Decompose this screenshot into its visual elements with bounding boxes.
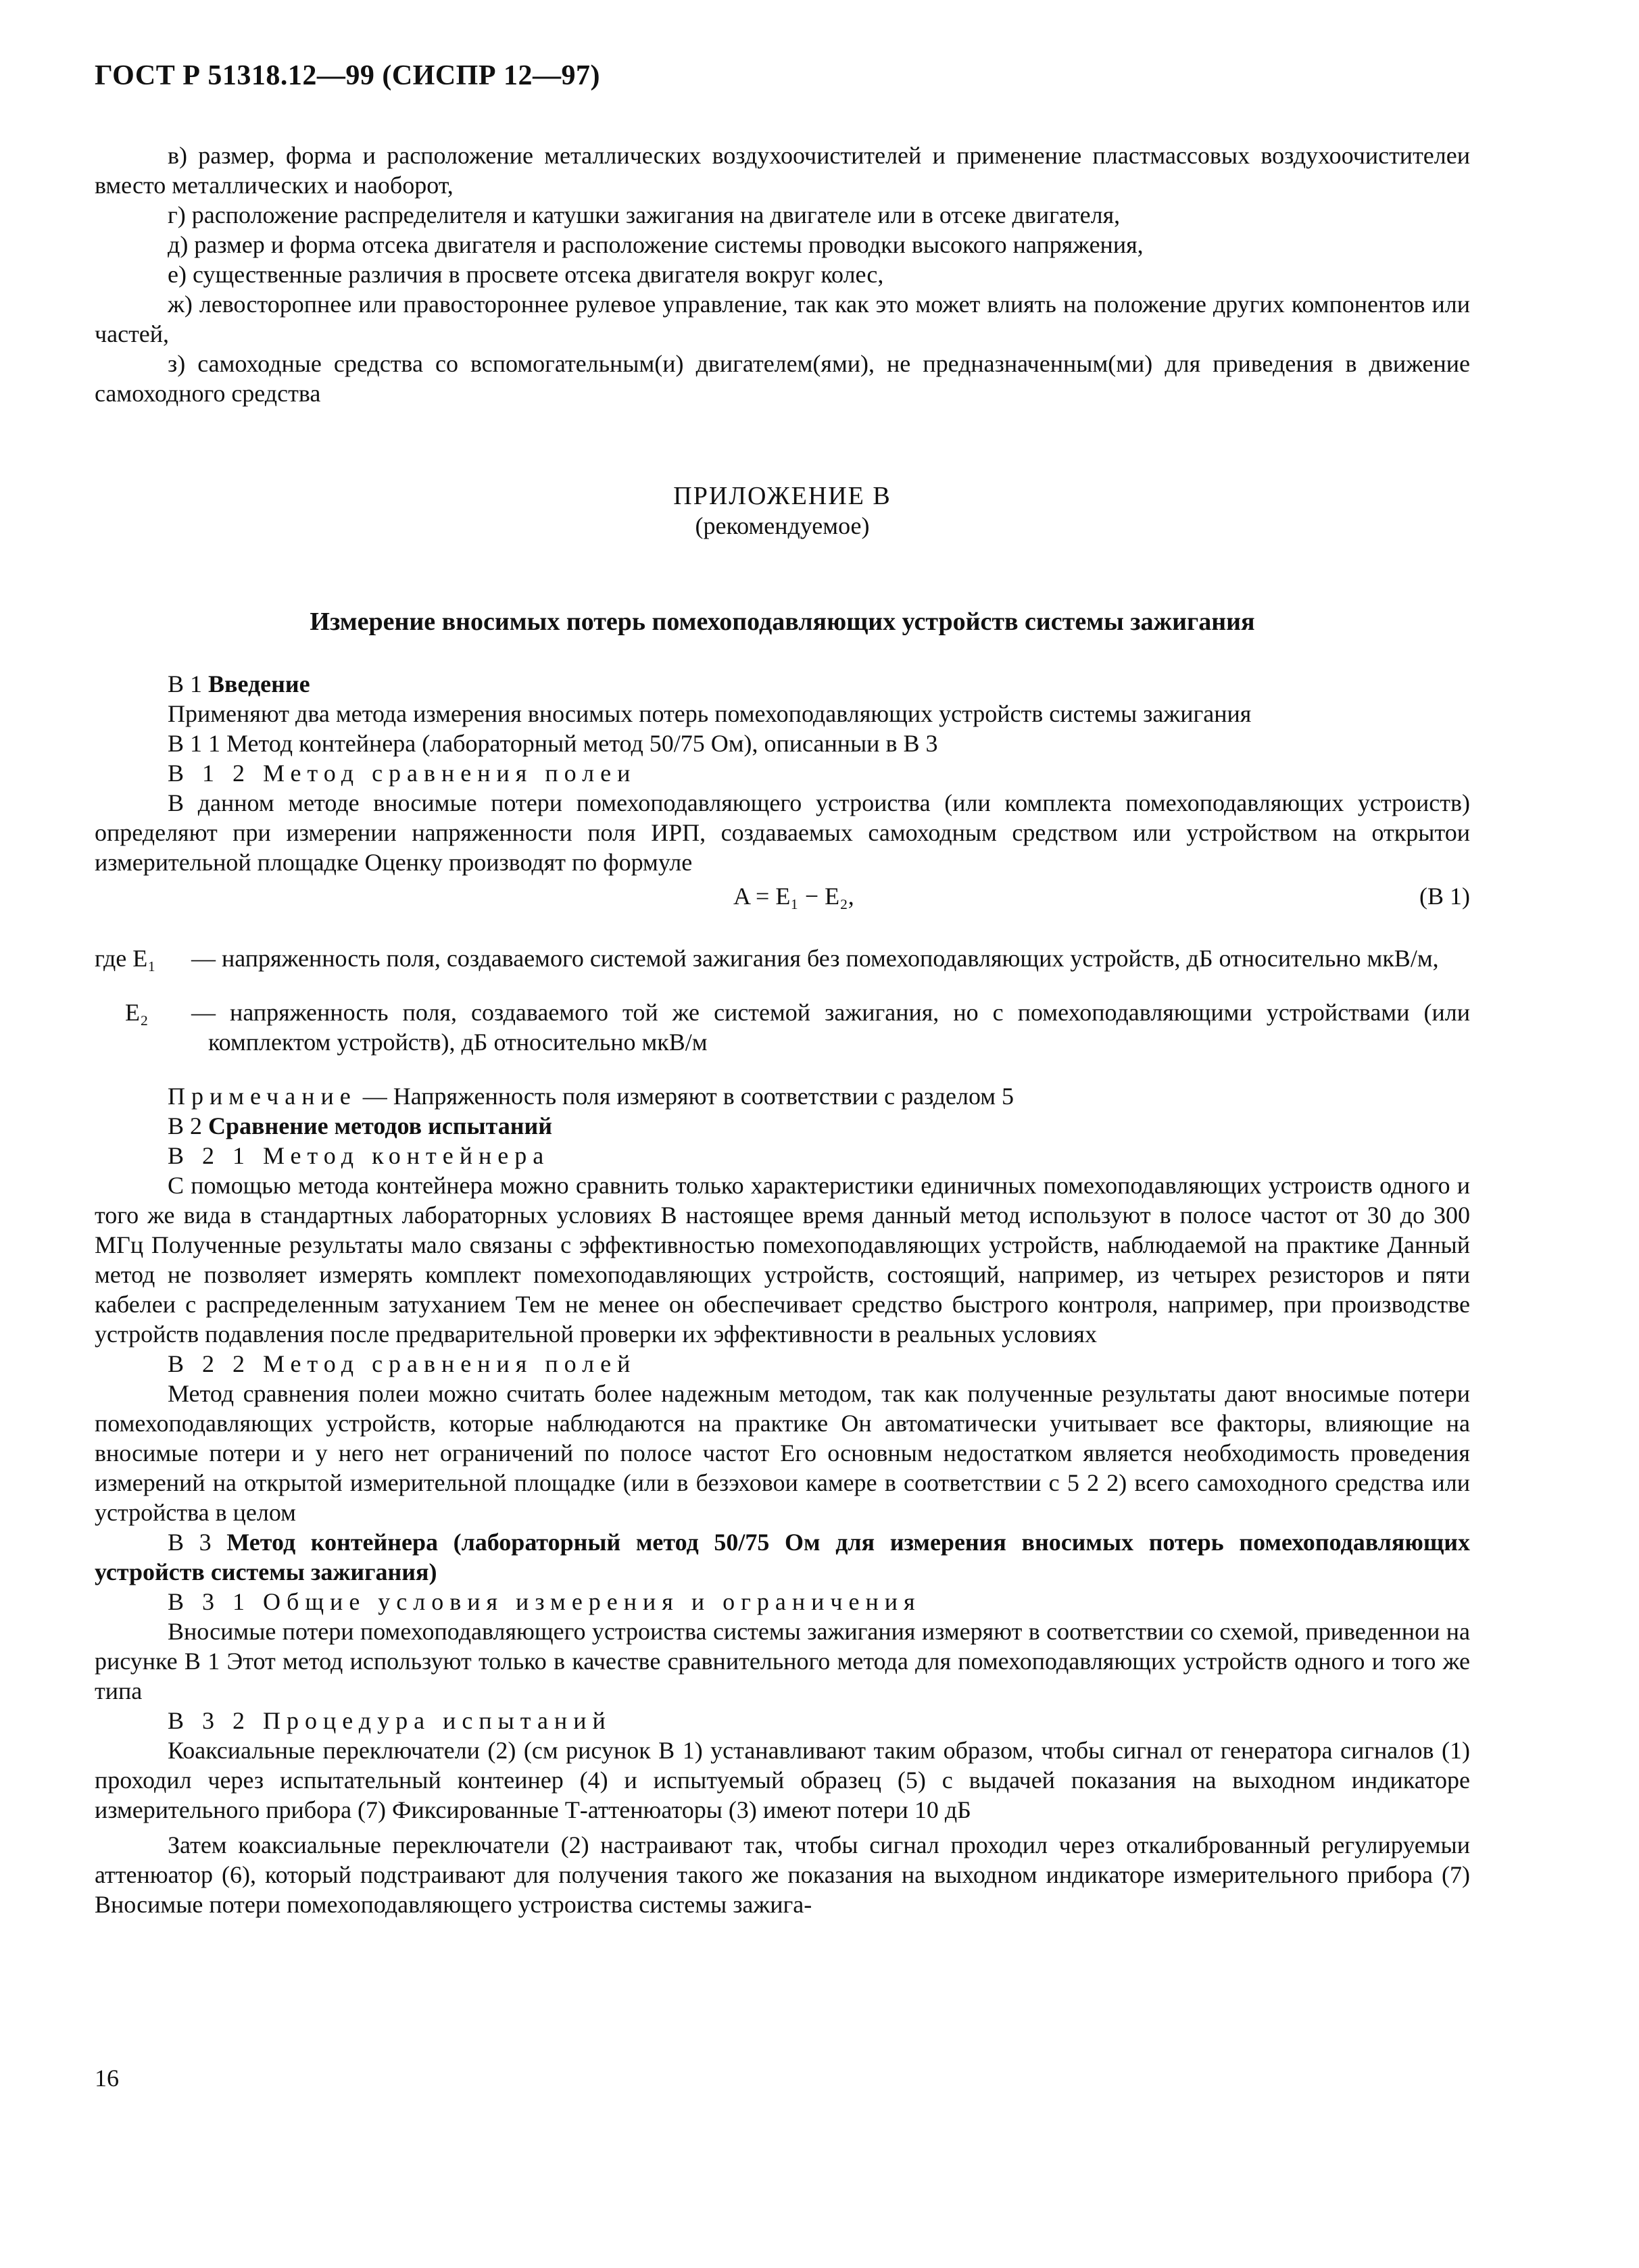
subsection-title: В 2 2 Метод сравнения полей	[168, 1350, 637, 1377]
section-title: Введение	[208, 670, 310, 697]
formula-expression: A = E₁ − E₂,	[733, 883, 854, 910]
definition-label: E₂	[125, 999, 149, 1026]
list-item: в) размер, форма и расположение металлических воздухоочистителей и применение пластмассовых воздухоочистителеи вместо металлических и наоборот,	[95, 142, 1470, 199]
section-number: В 2	[168, 1112, 203, 1139]
definition	[95, 997, 1470, 1057]
note-label: Примечание	[168, 1083, 357, 1110]
paragraph: Затем коаксиальные переключатели (2) настраивают так, чтобы сигнал проходил через откалиброванный регулируемыи аттенюатор (6), который подстраивают для получения такого же показания на выходном индикаторе измерительного прибора (7) Вносимые потери помехоподавляющего устроиства системы зажига-	[95, 1831, 1470, 1918]
paragraph: Вносимые потери помехоподавляющего устроиства системы зажигания измеряют в соответствии со схемой, приведеннои на рисунке В 1 Этот метод используют только в качестве сравнительного метода для помехоподавляющих устройств одного и того же типа	[95, 1618, 1470, 1704]
section-b1-heading	[95, 669, 1470, 699]
body-block	[95, 669, 1470, 1919]
section-b2-heading	[95, 1111, 1470, 1141]
page-number: 16	[95, 2065, 119, 2092]
appendix-heading-block	[95, 607, 1470, 637]
appendix-title: ПРИЛОЖЕНИЕ В	[673, 482, 891, 510]
section-title: Сравнение методов испытаний	[208, 1112, 553, 1139]
appendix-heading: Измерение вносимых потерь помехоподавляющих устройств системы зажигания	[310, 608, 1255, 636]
formula-number: (В 1)	[1419, 883, 1470, 910]
paragraph: Метод сравнения полеи можно считать более надежным методом, так как полученные результаты дают вносимые потери помехоподавляющих устройств, которые наблюдаются на практике Он автоматически учитывает все факторы, влияющие на вносимые потери и у него нет ограничений по полосе частот Его основным недостатком является необходимость проведения измерений на открытой измерительной площадке (или в безэховои камере в соответствии с 5 2 2) всего самоходного средства или устройства в целом	[95, 1380, 1470, 1526]
subsection-title: В 3 2 Процедура испытаний	[168, 1707, 612, 1734]
note-text: — Напряженность поля измеряют в соответствии с разделом 5	[362, 1083, 1014, 1110]
appendix-title-block	[95, 481, 1470, 541]
definition-label: где E₁	[95, 945, 156, 972]
list-block	[95, 141, 1470, 408]
definition-text: — напряженность поля, создаваемого системой зажигания без помехоподавляющих устройств, дБ относительно мкВ/м,	[191, 945, 1439, 972]
paragraph: Применяют два метода измерения вносимых потерь помехоподавляющих устройств системы зажигания	[168, 700, 1252, 727]
list-item: д) размер и форма отсека двигателя и расположение системы проводки высокого напряжения,	[168, 231, 1144, 258]
list-item: г) расположение распределителя и катушки зажигания на двигателе или в отсеке двигателя,	[168, 201, 1121, 228]
list-item: е) существенные различия в просвете отсека двигателя вокруг колес,	[168, 261, 884, 288]
formula	[95, 877, 1470, 919]
section-number: В 1	[168, 670, 203, 697]
paragraph: В данном методе вносимые потери помехоподавляющего устроиства (или комплекта помехоподавляющих устроиств) определяют при измерении напряженности поля ИРП, создаваемых самоходным средством или устройством на открытои измерительной площадке Оценку производят по формуле	[95, 789, 1470, 876]
list-item: ж) левосторопнее или правостороннее рулевое управление, так как это может влиять на положение других компонентов или частей,	[95, 291, 1470, 347]
section-number: В 3	[168, 1529, 212, 1556]
subsection-title: В 2 1 Метод контейнера	[168, 1142, 550, 1169]
note	[95, 1081, 1470, 1111]
section-b3-heading	[95, 1527, 1470, 1587]
paragraph: В 1 1 Метод контейнера (лабораторный метод 50/75 Ом), описанныи в В 3	[168, 730, 938, 757]
subsection-title: В 1 2 Метод сравнения полеи	[168, 760, 637, 787]
list-item: з) самоходные средства со вспомогательным(и) двигателем(ями), не предназначенным(ми) для приведения в движение самоходного средства	[95, 350, 1470, 407]
paragraph: С помощью метода контейнера можно сравнить только характеристики единичных помехоподавляющих устроиств одного и того же вида в стандартных лабораторных условиях В настоящее время данный метод используют в полосе частот от 30 до 300 МГц Полученные результаты мало связаны с эффективностью помехоподавляющих устройств, наблюдаемой на практике Данный метод не позволяет измерять комплект помехоподавляющих устройств, состоящий, например, из четырех резисторов и пяти кабелеи с распределенным затуханием Тем не менее он обеспечивает средство быстрого контроля, например, при производстве устройств подавления после предварительной проверки их эффективности в реальных условиях	[95, 1172, 1470, 1348]
paragraph: Коаксиальные переключатели (2) (см рисунок В 1) устанавливают таким образом, чтобы сигнал от генератора сигналов (1) проходил через испытательный контеинер (4) и испытуемый образец (5) с выдачей показания на выходном индикаторе измерительного прибора (7) Фиксированные Т-аттенюаторы (3) имеют потери 10 дБ	[95, 1737, 1470, 1823]
subsection-title: В 3 1 Общие условия измерения и ограничения	[168, 1588, 921, 1615]
section-title: Метод контейнера (лабораторный метод 50/75 Ом для измерения вносимых потерь помехоподавляющих устройств системы зажигания)	[95, 1529, 1470, 1585]
appendix-subtitle: (рекомендуемое)	[695, 512, 870, 539]
definition	[95, 943, 1470, 973]
document-header: ГОСТ Р 51318.12—99 (СИСПР 12—97)	[95, 60, 600, 91]
definition-text: — напряженность поля, создаваемого той же системой зажигания, но с помехоподавляющими устройствами (или комплектом устройств), дБ относительно мкВ/м	[191, 999, 1470, 1056]
